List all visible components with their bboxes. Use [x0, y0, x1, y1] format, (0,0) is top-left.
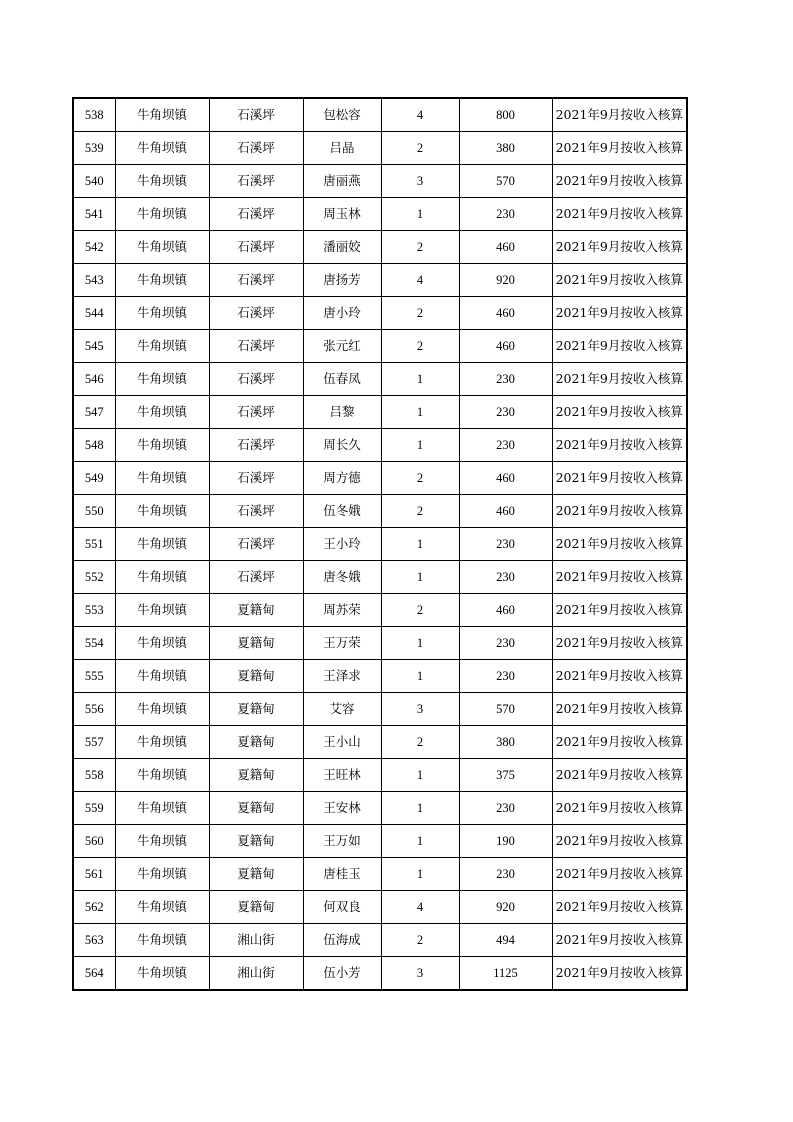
cell-name: 周方德: [303, 462, 381, 495]
cell-serial-number: 541: [73, 198, 115, 231]
cell-household-size: 1: [381, 660, 459, 693]
cell-amount: 380: [459, 132, 552, 165]
cell-note: 2021年9月按收入核算: [552, 429, 687, 462]
cell-name: 王安林: [303, 792, 381, 825]
cell-town: 牛角坝镇: [115, 297, 209, 330]
cell-village: 湘山街: [209, 924, 303, 957]
cell-serial-number: 553: [73, 594, 115, 627]
cell-town: 牛角坝镇: [115, 594, 209, 627]
cell-amount: 230: [459, 792, 552, 825]
table-row: [73, 264, 687, 297]
cell-note: 2021年9月按收入核算: [552, 396, 687, 429]
cell-amount: 570: [459, 165, 552, 198]
cell-village: 石溪坪: [209, 462, 303, 495]
cell-household-size: 1: [381, 792, 459, 825]
cell-serial-number: 540: [73, 165, 115, 198]
cell-amount: 1125: [459, 957, 552, 991]
cell-serial-number: 538: [73, 98, 115, 132]
cell-amount: 230: [459, 198, 552, 231]
cell-serial-number: 563: [73, 924, 115, 957]
cell-town: 牛角坝镇: [115, 957, 209, 991]
table-row: [73, 495, 687, 528]
cell-note: 2021年9月按收入核算: [552, 627, 687, 660]
cell-name: 周玉林: [303, 198, 381, 231]
cell-note: 2021年9月按收入核算: [552, 759, 687, 792]
cell-amount: 460: [459, 594, 552, 627]
cell-village: 夏籍甸: [209, 693, 303, 726]
cell-name: 周苏荣: [303, 594, 381, 627]
cell-serial-number: 542: [73, 231, 115, 264]
cell-note: 2021年9月按收入核算: [552, 561, 687, 594]
cell-note: 2021年9月按收入核算: [552, 528, 687, 561]
cell-name: 唐小玲: [303, 297, 381, 330]
cell-village: 石溪坪: [209, 198, 303, 231]
roster-body: [73, 98, 687, 990]
cell-household-size: 2: [381, 462, 459, 495]
cell-household-size: 2: [381, 594, 459, 627]
table-row: [73, 924, 687, 957]
cell-household-size: 3: [381, 165, 459, 198]
cell-note: 2021年9月按收入核算: [552, 363, 687, 396]
cell-town: 牛角坝镇: [115, 660, 209, 693]
cell-village: 夏籍甸: [209, 726, 303, 759]
cell-serial-number: 552: [73, 561, 115, 594]
cell-note: 2021年9月按收入核算: [552, 792, 687, 825]
cell-village: 夏籍甸: [209, 759, 303, 792]
cell-amount: 230: [459, 561, 552, 594]
cell-household-size: 1: [381, 825, 459, 858]
cell-name: 唐扬芳: [303, 264, 381, 297]
cell-town: 牛角坝镇: [115, 561, 209, 594]
cell-serial-number: 559: [73, 792, 115, 825]
cell-amount: 460: [459, 297, 552, 330]
table-row: [73, 726, 687, 759]
cell-village: 石溪坪: [209, 363, 303, 396]
cell-note: 2021年9月按收入核算: [552, 891, 687, 924]
cell-note: 2021年9月按收入核算: [552, 198, 687, 231]
cell-household-size: 1: [381, 627, 459, 660]
cell-town: 牛角坝镇: [115, 429, 209, 462]
cell-name: 潘丽姣: [303, 231, 381, 264]
table-row: [73, 528, 687, 561]
cell-town: 牛角坝镇: [115, 231, 209, 264]
cell-town: 牛角坝镇: [115, 627, 209, 660]
cell-town: 牛角坝镇: [115, 264, 209, 297]
cell-town: 牛角坝镇: [115, 198, 209, 231]
cell-amount: 920: [459, 891, 552, 924]
cell-amount: 460: [459, 495, 552, 528]
cell-village: 石溪坪: [209, 231, 303, 264]
cell-village: 夏籍甸: [209, 792, 303, 825]
cell-town: 牛角坝镇: [115, 98, 209, 132]
cell-serial-number: 548: [73, 429, 115, 462]
table-row: [73, 858, 687, 891]
cell-village: 夏籍甸: [209, 627, 303, 660]
cell-name: 唐冬娥: [303, 561, 381, 594]
cell-name: 伍冬娥: [303, 495, 381, 528]
table-row: [73, 462, 687, 495]
cell-note: 2021年9月按收入核算: [552, 858, 687, 891]
table-row: [73, 561, 687, 594]
cell-village: 石溪坪: [209, 429, 303, 462]
cell-village: 石溪坪: [209, 264, 303, 297]
cell-amount: 494: [459, 924, 552, 957]
cell-village: 石溪坪: [209, 165, 303, 198]
cell-household-size: 2: [381, 726, 459, 759]
table-row: [73, 330, 687, 363]
cell-note: 2021年9月按收入核算: [552, 330, 687, 363]
cell-village: 夏籍甸: [209, 858, 303, 891]
cell-serial-number: 564: [73, 957, 115, 991]
cell-town: 牛角坝镇: [115, 495, 209, 528]
cell-town: 牛角坝镇: [115, 693, 209, 726]
cell-village: 石溪坪: [209, 132, 303, 165]
cell-note: 2021年9月按收入核算: [552, 924, 687, 957]
cell-amount: 800: [459, 98, 552, 132]
cell-town: 牛角坝镇: [115, 726, 209, 759]
cell-note: 2021年9月按收入核算: [552, 495, 687, 528]
cell-amount: 230: [459, 429, 552, 462]
cell-town: 牛角坝镇: [115, 396, 209, 429]
cell-town: 牛角坝镇: [115, 924, 209, 957]
cell-household-size: 4: [381, 264, 459, 297]
cell-name: 周长久: [303, 429, 381, 462]
table-row: [73, 825, 687, 858]
cell-name: 王旺林: [303, 759, 381, 792]
cell-household-size: 1: [381, 759, 459, 792]
cell-name: 伍小芳: [303, 957, 381, 991]
cell-serial-number: 561: [73, 858, 115, 891]
cell-town: 牛角坝镇: [115, 858, 209, 891]
cell-household-size: 1: [381, 528, 459, 561]
cell-town: 牛角坝镇: [115, 759, 209, 792]
cell-village: 石溪坪: [209, 330, 303, 363]
cell-note: 2021年9月按收入核算: [552, 726, 687, 759]
table-row: [73, 165, 687, 198]
cell-town: 牛角坝镇: [115, 528, 209, 561]
table-row: [73, 231, 687, 264]
cell-serial-number: 555: [73, 660, 115, 693]
cell-serial-number: 558: [73, 759, 115, 792]
cell-serial-number: 556: [73, 693, 115, 726]
cell-village: 夏籍甸: [209, 825, 303, 858]
table-row: [73, 759, 687, 792]
cell-serial-number: 550: [73, 495, 115, 528]
table-row: [73, 627, 687, 660]
cell-amount: 230: [459, 858, 552, 891]
cell-name: 王小山: [303, 726, 381, 759]
cell-village: 石溪坪: [209, 297, 303, 330]
cell-household-size: 3: [381, 957, 459, 991]
cell-note: 2021年9月按收入核算: [552, 264, 687, 297]
cell-name: 包松容: [303, 98, 381, 132]
cell-name: 吕黎: [303, 396, 381, 429]
cell-village: 石溪坪: [209, 528, 303, 561]
cell-household-size: 2: [381, 297, 459, 330]
cell-household-size: 4: [381, 98, 459, 132]
cell-amount: 375: [459, 759, 552, 792]
cell-household-size: 2: [381, 924, 459, 957]
cell-note: 2021年9月按收入核算: [552, 693, 687, 726]
cell-town: 牛角坝镇: [115, 132, 209, 165]
cell-amount: 460: [459, 462, 552, 495]
cell-name: 张元红: [303, 330, 381, 363]
subsidy-roster-table: [72, 97, 688, 991]
table-row: [73, 594, 687, 627]
cell-note: 2021年9月按收入核算: [552, 660, 687, 693]
table-row: [73, 198, 687, 231]
cell-serial-number: 547: [73, 396, 115, 429]
cell-household-size: 1: [381, 363, 459, 396]
cell-serial-number: 544: [73, 297, 115, 330]
cell-amount: 230: [459, 396, 552, 429]
cell-town: 牛角坝镇: [115, 165, 209, 198]
cell-name: 艾容: [303, 693, 381, 726]
cell-household-size: 3: [381, 693, 459, 726]
table-row: [73, 98, 687, 132]
cell-serial-number: 554: [73, 627, 115, 660]
cell-name: 伍春凤: [303, 363, 381, 396]
cell-note: 2021年9月按收入核算: [552, 957, 687, 991]
cell-village: 石溪坪: [209, 495, 303, 528]
cell-household-size: 2: [381, 495, 459, 528]
cell-household-size: 1: [381, 858, 459, 891]
cell-town: 牛角坝镇: [115, 462, 209, 495]
table-row: [73, 429, 687, 462]
cell-amount: 230: [459, 627, 552, 660]
cell-note: 2021年9月按收入核算: [552, 98, 687, 132]
cell-town: 牛角坝镇: [115, 330, 209, 363]
cell-amount: 230: [459, 660, 552, 693]
table-row: [73, 132, 687, 165]
cell-household-size: 1: [381, 429, 459, 462]
cell-note: 2021年9月按收入核算: [552, 825, 687, 858]
cell-note: 2021年9月按收入核算: [552, 132, 687, 165]
cell-name: 王小玲: [303, 528, 381, 561]
table-row: [73, 363, 687, 396]
table-row: [73, 792, 687, 825]
cell-household-size: 1: [381, 396, 459, 429]
cell-village: 石溪坪: [209, 396, 303, 429]
cell-amount: 460: [459, 231, 552, 264]
table-row: [73, 891, 687, 924]
cell-amount: 460: [459, 330, 552, 363]
cell-serial-number: 560: [73, 825, 115, 858]
cell-village: 夏籍甸: [209, 660, 303, 693]
cell-name: 何双良: [303, 891, 381, 924]
cell-household-size: 2: [381, 132, 459, 165]
cell-serial-number: 543: [73, 264, 115, 297]
cell-name: 唐桂玉: [303, 858, 381, 891]
cell-serial-number: 551: [73, 528, 115, 561]
cell-note: 2021年9月按收入核算: [552, 231, 687, 264]
cell-serial-number: 549: [73, 462, 115, 495]
cell-town: 牛角坝镇: [115, 792, 209, 825]
cell-village: 夏籍甸: [209, 891, 303, 924]
table-row: [73, 693, 687, 726]
cell-name: 伍海成: [303, 924, 381, 957]
cell-name: 王万如: [303, 825, 381, 858]
cell-amount: 230: [459, 528, 552, 561]
table-row: [73, 660, 687, 693]
cell-village: 湘山街: [209, 957, 303, 991]
cell-household-size: 1: [381, 561, 459, 594]
cell-amount: 380: [459, 726, 552, 759]
cell-serial-number: 546: [73, 363, 115, 396]
cell-amount: 570: [459, 693, 552, 726]
cell-amount: 230: [459, 363, 552, 396]
cell-amount: 190: [459, 825, 552, 858]
cell-town: 牛角坝镇: [115, 363, 209, 396]
cell-name: 王泽求: [303, 660, 381, 693]
cell-household-size: 4: [381, 891, 459, 924]
cell-village: 夏籍甸: [209, 594, 303, 627]
cell-note: 2021年9月按收入核算: [552, 165, 687, 198]
cell-household-size: 2: [381, 231, 459, 264]
cell-town: 牛角坝镇: [115, 825, 209, 858]
table-row: [73, 957, 687, 991]
cell-name: 王万荣: [303, 627, 381, 660]
cell-serial-number: 545: [73, 330, 115, 363]
cell-serial-number: 539: [73, 132, 115, 165]
cell-serial-number: 557: [73, 726, 115, 759]
cell-name: 唐丽燕: [303, 165, 381, 198]
cell-household-size: 2: [381, 330, 459, 363]
cell-note: 2021年9月按收入核算: [552, 297, 687, 330]
cell-town: 牛角坝镇: [115, 891, 209, 924]
cell-village: 石溪坪: [209, 98, 303, 132]
cell-name: 吕晶: [303, 132, 381, 165]
cell-note: 2021年9月按收入核算: [552, 462, 687, 495]
table-row: [73, 396, 687, 429]
cell-household-size: 1: [381, 198, 459, 231]
cell-serial-number: 562: [73, 891, 115, 924]
cell-amount: 920: [459, 264, 552, 297]
table-row: [73, 297, 687, 330]
cell-village: 石溪坪: [209, 561, 303, 594]
cell-note: 2021年9月按收入核算: [552, 594, 687, 627]
